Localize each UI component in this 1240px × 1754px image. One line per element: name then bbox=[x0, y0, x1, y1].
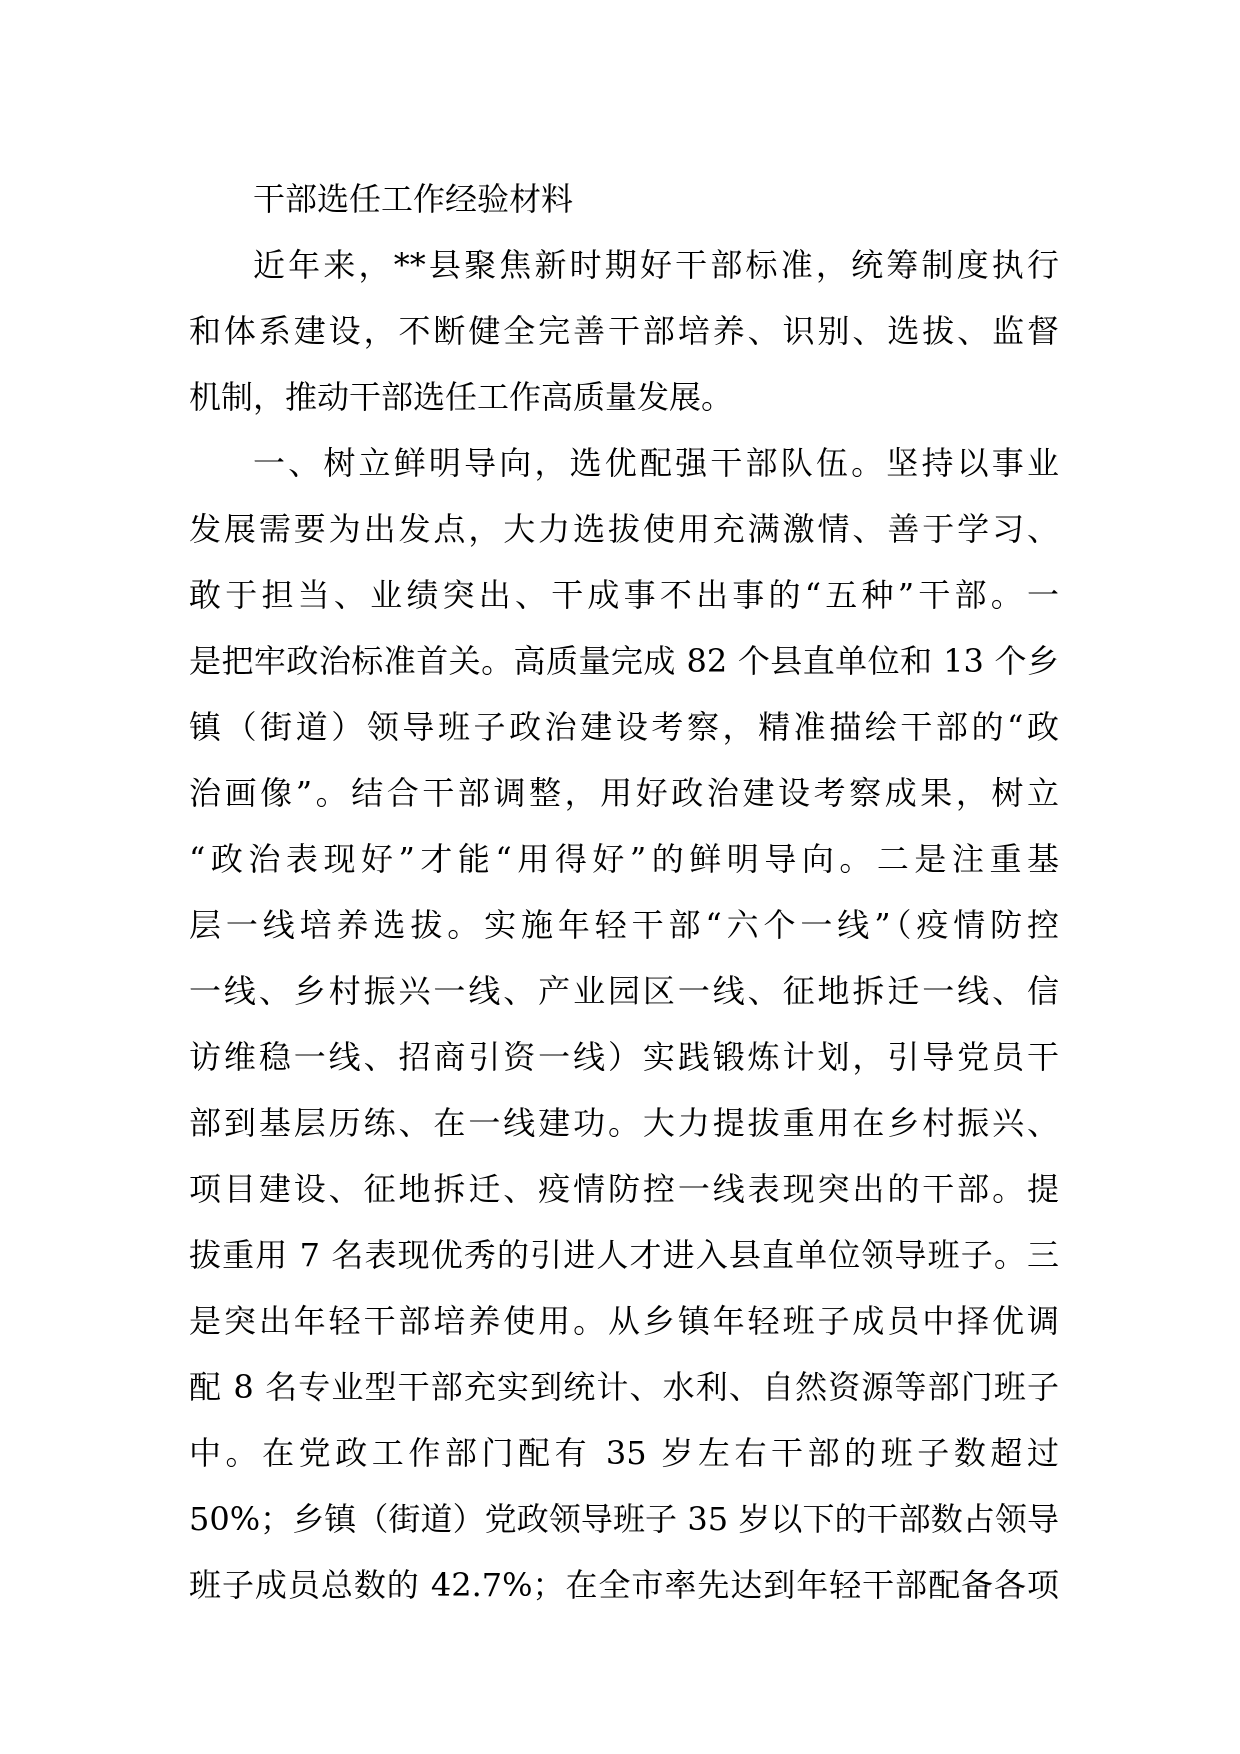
paragraph-line: 是把牢政治标准首关。高质量完成 82 个县直单位和 13 个乡 bbox=[189, 642, 1059, 680]
paragraph-line: 部到基层历练、在一线建功。大力提拔重用在乡村振兴、 bbox=[189, 1104, 1059, 1142]
paragraph-line: 和体系建设，不断健全完善干部培养、识别、选拔、监督 bbox=[189, 312, 1059, 350]
paragraph-line: 是突出年轻干部培养使用。从乡镇年轻班子成员中择优调 bbox=[189, 1302, 1059, 1340]
paragraph-line: 项目建设、征地拆迁、疫情防控一线表现突出的干部。提 bbox=[189, 1170, 1059, 1208]
document-body bbox=[189, 166, 1059, 1618]
paragraph-line: 层一线培养选拔。实施年轻干部“六个一线”（疫情防控 bbox=[189, 906, 1059, 944]
paragraph-line: 50%；乡镇（街道）党政领导班子 35 岁以下的干部数占领导 bbox=[189, 1500, 1059, 1538]
paragraph-line: 治画像”。结合干部调整，用好政治建设考察成果，树立 bbox=[189, 774, 1059, 812]
paragraph-line: 中。在党政工作部门配有 35 岁左右干部的班子数超过 bbox=[189, 1434, 1059, 1472]
paragraph-line: “政治表现好”才能“用得好”的鲜明导向。二是注重基 bbox=[189, 840, 1059, 878]
paragraph-line: 近年来，**县聚焦新时期好干部标准，统筹制度执行 bbox=[253, 246, 1059, 284]
paragraph-line: 配 8 名专业型干部充实到统计、水利、自然资源等部门班子 bbox=[189, 1368, 1059, 1406]
document-title: 干部选任工作经验材料 bbox=[253, 180, 574, 218]
paragraph-line: 敢于担当、业绩突出、干成事不出事的“五种”干部。一 bbox=[189, 576, 1059, 614]
paragraph-intro bbox=[189, 232, 1059, 430]
paragraph-line: 一、树立鲜明导向，选优配强干部队伍。坚持以事业 bbox=[253, 444, 1059, 482]
paragraph-line: 拔重用 7 名表现优秀的引进人才进入县直单位领导班子。三 bbox=[189, 1236, 1059, 1274]
paragraph-line: 访维稳一线、招商引资一线）实践锻炼计划，引导党员干 bbox=[189, 1038, 1059, 1076]
paragraph-line: 发展需要为出发点，大力选拔使用充满激情、善于学习、 bbox=[189, 510, 1059, 548]
paragraph-section-one bbox=[189, 430, 1059, 1618]
paragraph-line: 机制，推动干部选任工作高质量发展。 bbox=[189, 378, 734, 416]
paragraph-line: 一线、乡村振兴一线、产业园区一线、征地拆迁一线、信 bbox=[189, 972, 1059, 1010]
paragraph-line: 镇（街道）领导班子政治建设考察，精准描绘干部的“政 bbox=[189, 708, 1059, 746]
paragraph-line: 班子成员总数的 42.7%；在全市率先达到年轻干部配备各项 bbox=[189, 1566, 1059, 1604]
